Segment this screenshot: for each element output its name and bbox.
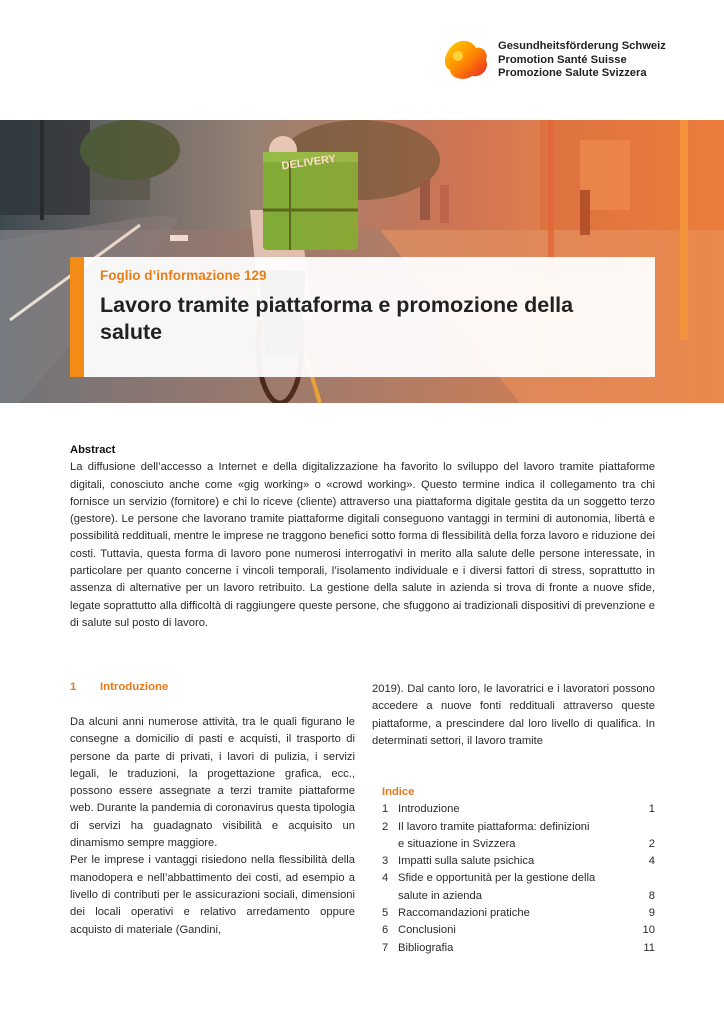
toc-item-number: 3 [382, 855, 389, 868]
toc-item-number: 1 [382, 803, 389, 816]
toc-item-label [398, 922, 631, 939]
body-column-left [70, 714, 355, 939]
toc-item-number: 7 [382, 941, 389, 954]
organization-name-de: Gesundheitsförderung Schweiz [498, 40, 666, 52]
table-of-contents [382, 784, 655, 957]
toc-item-label [398, 870, 631, 905]
toc-item-number: 2 [382, 820, 389, 833]
toc-item-label [398, 853, 631, 870]
toc-item-page: 11 [643, 941, 655, 954]
toc-item-line: Sfide e opportunità per la gestione della [398, 872, 596, 885]
toc-item-number: 4 [382, 872, 389, 885]
toc-item-line: Raccomandazioni pratiche [398, 907, 530, 920]
toc-item[interactable] [382, 801, 655, 818]
toc-item[interactable] [382, 922, 655, 939]
organization-name [498, 40, 666, 81]
title-box [70, 257, 655, 377]
toc-item-page: 4 [648, 855, 655, 868]
toc-item-line: e situazione in Svizzera [398, 837, 516, 850]
toc-title: Indice [382, 786, 415, 798]
toc-item-page: 9 [648, 907, 655, 920]
body-column-right [372, 681, 655, 750]
toc-item-line: Il lavoro tramite piattaforma: definizioni [398, 820, 590, 833]
body-paragraph: Da alcuni anni numerose attività, tra le quali figurano le consegne a domicilio di pasti e acquisti, il trasporto di persone da parte di privati, i lavori di pulizia, i servizi legali, le traduzioni, la progettazione grafica, ecc., possono essere assegnate a terzi tramite piattaforme web. Durante la pandemia di coronavirus questa tipologia di servizi ha guadagnato visibilità e acquisito un dinamismo sempre maggiore. [70, 716, 355, 850]
toc-item-line: Bibliografia [398, 941, 454, 954]
section-number: 1 [70, 681, 77, 693]
toc-item-label [398, 801, 631, 818]
abstract-section [70, 442, 655, 632]
body-paragraph: 2019). Dal canto loro, le lavoratrici e i lavoratori possono accedere a nuove fonti reddituali attraverso queste piattaforme, a prescindere dal loro livello di qualifica. In determinati settori, il lavoro tramite [372, 683, 655, 747]
toc-item[interactable] [382, 870, 655, 905]
toc-item-label [398, 940, 631, 957]
toc-item[interactable] [382, 819, 655, 854]
toc-item-label [398, 905, 631, 922]
organization-logo-icon [442, 38, 490, 82]
title-accent-bar [70, 257, 84, 377]
abstract-heading: Abstract [70, 444, 116, 456]
toc-item-page: 1 [648, 803, 655, 816]
factsheet-number: Foglio d’informazione 129 [100, 268, 267, 283]
toc-item-number: 5 [382, 907, 389, 920]
toc-item-line: Conclusioni [398, 924, 456, 937]
toc-item[interactable] [382, 905, 655, 922]
section-heading-introduzione [70, 681, 168, 693]
toc-item-line: salute in azienda [398, 889, 482, 902]
toc-item-page: 2 [648, 837, 655, 850]
toc-item-label [398, 819, 631, 854]
section-title: Introduzione [100, 681, 169, 693]
toc-item-number: 6 [382, 924, 389, 937]
toc-item[interactable] [382, 940, 655, 957]
page-title: Lavoro tramite piattaforma e promozione della salute [100, 293, 574, 344]
body-paragraph: Per le imprese i vantaggi risiedono nella flessibilità della manodopera e nell’abbattimento dei costi, ad esempio a livello di contributi per le assicurazioni sociali, dimensioni dei locali operativi e relativo arredamento oppure acquisto di materiale (Gandini, [70, 854, 355, 936]
organization-name-it: Promozione Salute Svizzera [498, 67, 647, 79]
page-header [0, 0, 724, 120]
toc-item-page: 8 [648, 889, 655, 902]
toc-item-line: Introduzione [398, 803, 460, 816]
toc-item-line: Impatti sulla salute psichica [398, 855, 535, 868]
abstract-text: La diffusione dell’accesso a Internet e della digitalizzazione ha favorito lo sviluppo del lavoro tramite piattaforme digitali, conosciuto anche come «gig working» o «crowd working». Questo termine indica il collegamento tra chi fornisce un servizio (fornitore) e chi lo riceve (cliente) attraverso una piattaforma digitale gestita da un soggetto terzo (gestore). Le persone che lavorano tramite piattaforme digitali conseguono vantaggi in termini di autonomia, libertà e possibilità reddituali, mentre le imprese ne traggono benefici sotto forma di flessibilità della forza lavoro e riduzione dei costi. Tuttavia, questa forma di lavoro pone numerosi interrogativi in merito alla salute delle persone interessate, in particolare per quanto concerne i vincoli temporali, l’isolamento individuale e i diversi fattori di stress, soprattutto in assenza di alternative per un lavoro retribuito. La gestione della salute in azienda si trova di fronte a nuove sfide, legate soprattutto alla difficoltà di raggiungere queste persone, che sfuggono ai tradizionali dispositivi di prevenzione e di salute sul posto di lavoro. [70, 461, 655, 629]
toc-item-page: 10 [642, 924, 655, 937]
toc-item[interactable] [382, 853, 655, 870]
organization-name-fr: Promotion Santé Suisse [498, 53, 627, 66]
